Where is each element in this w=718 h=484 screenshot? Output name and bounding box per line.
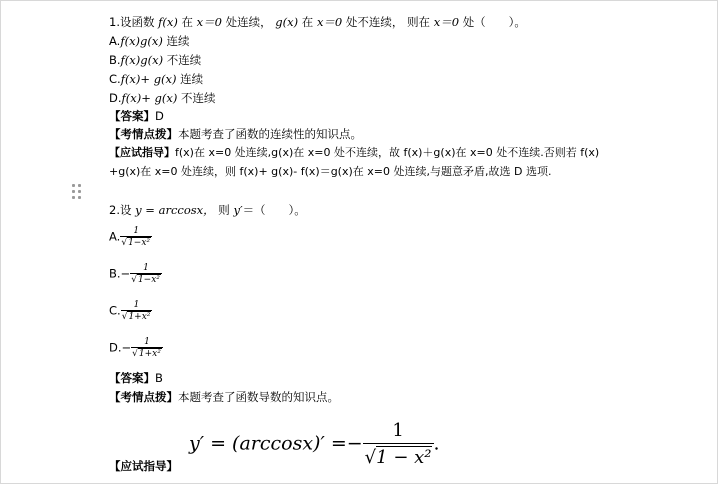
q1-stem [109, 14, 526, 30]
point-text: 本题考查了函数的连续性的知识点。 [178, 127, 362, 141]
q1-stem-at: 处（ ）。 [462, 15, 526, 29]
q1-option-b [109, 52, 201, 68]
formula-denominator: 1 − x² [376, 447, 432, 468]
q2-option-b [109, 263, 162, 285]
option-text: 不连续 [166, 53, 202, 67]
q2-point [109, 389, 339, 405]
sqrt-icon: √ [131, 275, 137, 285]
guide-text-2: +g(x)在 x=0 处连续，则 f(x)+ g(x)- f(x)＝g(x)在 x=0 处连续,与题意矛盾,故选 D 选项. [109, 165, 552, 178]
guide-label: 【应试指导】 [109, 459, 178, 473]
q1-stem-prefix: 1.设函数 [109, 15, 155, 29]
q1-guide-line1 [109, 145, 599, 161]
option-label: C. [109, 303, 121, 318]
q2-option-c [109, 300, 152, 322]
option-label: D. [109, 340, 122, 355]
q1-stem-then: 则在 [407, 15, 431, 29]
option-label: A. [109, 229, 121, 244]
fraction-denominator: 1+x² [138, 349, 161, 359]
option-label: D. [109, 91, 122, 105]
fraction-numerator: 1 [143, 263, 149, 273]
option-expr: f(x)g(x) [120, 53, 164, 67]
q2-stem-end: ＝（ ）。 [242, 203, 306, 217]
option-label: A. [109, 34, 121, 48]
answer-label: 【答案】 [109, 109, 155, 123]
option-expr: f(x)+ g(x) [121, 91, 178, 105]
q2-guide [109, 458, 178, 474]
q1-x-eq-0b: x＝0 [316, 15, 343, 29]
q1-point [109, 126, 362, 142]
q1-stem-not-continuous: 处不连续， [345, 15, 404, 29]
formula-end: . [433, 432, 440, 455]
option-fraction [131, 337, 163, 359]
q1-fx: f(x) [158, 15, 178, 29]
option-text: 连续 [180, 72, 204, 86]
sqrt-icon: √ [132, 349, 138, 359]
option-fraction [120, 226, 152, 248]
option-text: 连续 [166, 34, 190, 48]
option-expr: f(x)+ g(x) [120, 72, 177, 86]
fraction-numerator: 1 [133, 300, 140, 310]
q1-stem-continuous: 处连续， [225, 15, 272, 29]
option-label: B. [109, 266, 121, 281]
guide-text-1: f(x)在 x=0 处连续,g(x)在 x=0 处不连续，故 f(x)＋g(x)在 x=0 处不连续.否则若 f(x) [175, 146, 600, 159]
option-fraction [130, 263, 162, 285]
q2-stem-then: 则 [218, 203, 230, 217]
q1-option-d [109, 90, 216, 106]
q1-guide-line2 [109, 164, 551, 180]
answer-value: D [155, 109, 164, 123]
answer-label: 【答案】 [109, 371, 155, 385]
fraction-numerator: 1 [144, 337, 150, 347]
q2-option-a [109, 226, 152, 248]
fraction-numerator: 1 [133, 226, 140, 236]
q2-stem-eq: y = arccosx， [135, 203, 215, 217]
formula-numerator: 1 [392, 420, 404, 441]
q2-y-prime: y′ [233, 203, 243, 217]
q1-option-a [109, 33, 190, 49]
option-sign: − [120, 266, 131, 281]
q1-option-c [109, 71, 203, 87]
option-expr: f(x)g(x) [120, 34, 163, 48]
formula-lhs: y′ = (arccosx)′ =− [189, 432, 363, 455]
q2-answer [109, 370, 163, 386]
guide-label: 【应试指导】 [109, 146, 175, 159]
q1-answer [109, 108, 164, 124]
answer-value: B [155, 371, 163, 385]
option-sign: − [121, 340, 132, 355]
option-label: C. [109, 72, 121, 86]
formula-fraction [363, 419, 434, 470]
option-label: B. [109, 53, 121, 67]
point-label: 【考情点拨】 [109, 127, 178, 141]
point-label: 【考情点拨】 [109, 390, 178, 404]
fraction-denominator: 1−x² [128, 238, 151, 248]
fraction-denominator: 1−x² [137, 275, 160, 285]
drag-handle-icon[interactable] [72, 184, 82, 198]
q2-option-d [109, 337, 163, 359]
fraction-denominator: 1+x² [128, 312, 151, 322]
q1-stem-in2: 在 [301, 15, 314, 29]
sqrt-icon: √ [121, 312, 128, 322]
option-fraction [121, 300, 153, 322]
option-text: 不连续 [181, 91, 216, 105]
q1-x-eq-0c: x＝0 [433, 15, 460, 29]
q2-formula [189, 419, 440, 470]
sqrt-icon: √ [121, 238, 128, 248]
sqrt-icon: √ [364, 447, 377, 468]
q1-x-eq-0: x＝0 [196, 15, 222, 29]
q2-stem-prefix: 2.设 [109, 203, 132, 217]
q1-gx: g(x) [275, 15, 299, 29]
point-text: 本题考查了函数导数的知识点。 [178, 390, 339, 404]
q2-stem [109, 202, 306, 218]
q1-stem-in: 在 [181, 15, 194, 29]
